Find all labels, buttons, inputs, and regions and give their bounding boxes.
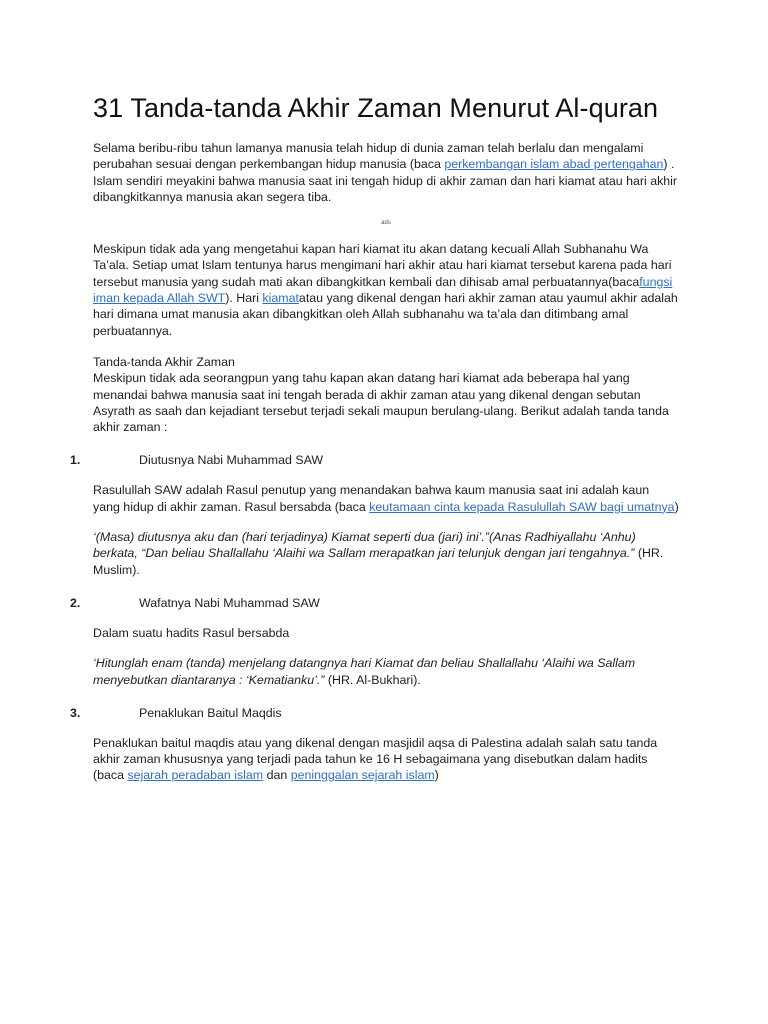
quote-text: ‘(Masa) diutusnya aku dan (hari terjadinya) Kiamat seperti dua (jari) ini’.”(Anas Radhiyallahu ‘Anhu) berkata, “Dan beliau Shallallahu ‘Alaihi wa Sallam merapatkan jari telunjuk dengan jari tengahnya.” — [93, 530, 636, 561]
paragraph-tanda: Meskipun tidak ada seorangpun yang tahu kapan akan datang hari kiamat ada beberapa hal yang menandai bahwa manusia saat ini tengah berada di akhir zaman atau yang dikenal dengan sebutan Asyrath as saah dan kejadiant tersebut terjadi sekali maupun berulang-ulang. Berikut adalah tanda tanda akhir zaman : — [93, 371, 669, 435]
intro-text-2: ) . Islam sendiri meyakini bahwa manusia saat ini tengah hidup di akhir zaman dan hari kiamat atau hari akhir dibangkitkannya manusia akan segera tiba. — [93, 157, 678, 204]
list-item-2 — [70, 595, 679, 611]
item-title: Wafatnya Nabi Muhammad SAW — [139, 595, 320, 610]
item-2-quote — [93, 655, 679, 688]
link-perkembangan-islam[interactable]: perkembangan islam abad pertengahan — [444, 157, 664, 172]
quote-reference: (HR. Muslim). — [93, 546, 664, 577]
item-3-body — [93, 735, 679, 784]
item-2-body: Dalam suatu hadits Rasul bersabda — [93, 625, 290, 640]
item-number: 1. — [70, 453, 81, 468]
para2-text-2: ). Hari — [225, 291, 263, 306]
quote-text: ‘Hitunglah enam (tanda) menjelang datangnya hari Kiamat dan beliau Shallallahu ‘Alaihi wa Sallam menyebutkan diantaranya : ‘Kematianku’.” — [93, 656, 636, 687]
item-1-text-2: ) — [674, 499, 679, 514]
intro-text-1: Selama beribu-ribu tahun lamanya manusia telah hidup di dunia zaman telah berlalu dan mengalami perubahan sesuai dengan perkembangan hidup manusia (baca — [93, 141, 644, 172]
item-3-text-1: Penaklukan baitul maqdis atau yang dikenal dengan masjidil aqsa di Palestina adalah salah satu tanda akhir zaman khususnya yang terjadi pada tahun ke 16 H sebagaimana yang disebutkan dalam hadits (baca — [93, 735, 658, 783]
link-keutamaan-cinta[interactable]: keutamaan cinta kepada Rasulullah SAW bagi umatnya — [369, 499, 675, 514]
item-number: 3. — [70, 705, 81, 720]
item-1-quote — [93, 529, 679, 578]
document-page — [70, 88, 679, 784]
para2-text-3: atau yang dikenal dengan hari akhir zaman atau yaumul akhir adalah hari dimana umat manusia akan dibangkitkan oleh Allah subhanahu wa ta’ala dan ditimbang amal perbuatannya. — [93, 291, 678, 338]
list-item-3 — [70, 705, 679, 721]
link-fungsi-iman[interactable]: fungsi iman kepada Allah SWT — [93, 274, 673, 306]
intro-paragraph — [93, 140, 679, 205]
link-sejarah-peradaban[interactable]: sejarah peradaban islam — [127, 768, 264, 783]
ad-marker: ads — [381, 220, 391, 227]
item-1-body — [93, 482, 679, 515]
document-title: 31 Tanda-tanda Akhir Zaman Menurut Al-quran — [93, 93, 659, 123]
section-heading-tanda: Tanda-tanda Akhir Zaman — [93, 354, 235, 369]
link-peninggalan-sejarah[interactable]: peninggalan sejarah islam — [290, 768, 435, 783]
item-3-text-3: ) — [434, 768, 439, 783]
item-title: Penaklukan Baitul Maqdis — [139, 705, 282, 720]
item-title: Diutusnya Nabi Muhammad SAW — [139, 453, 324, 468]
para2-text-1: Meskipun tidak ada yang mengetahui kapan hari kiamat itu akan datang kecuali Allah Subhanahu Wa Ta’ala. Setiap umat Islam tentunya harus mengimani hari akhir atau hari kiamat tersebut karena pada hari tersebut manusia yang sudah mati akan dibangkitkan kembali dan dihisab amal perbuatannya(baca — [93, 242, 672, 289]
item-3-text-2: dan — [263, 768, 291, 783]
paragraph-kiamat — [93, 241, 679, 339]
link-kiamat[interactable]: kiamat — [262, 291, 299, 306]
item-number: 2. — [70, 595, 81, 610]
quote-reference: (HR. Al-Bukhari). — [324, 672, 421, 687]
item-1-text-1: Rasulullah SAW adalah Rasul penutup yang menandakan bahwa kaum manusia saat ini adalah kaun yang hidup di akhir zaman. Rasul bersabda (baca — [93, 483, 650, 514]
list-item-1 — [70, 452, 679, 468]
